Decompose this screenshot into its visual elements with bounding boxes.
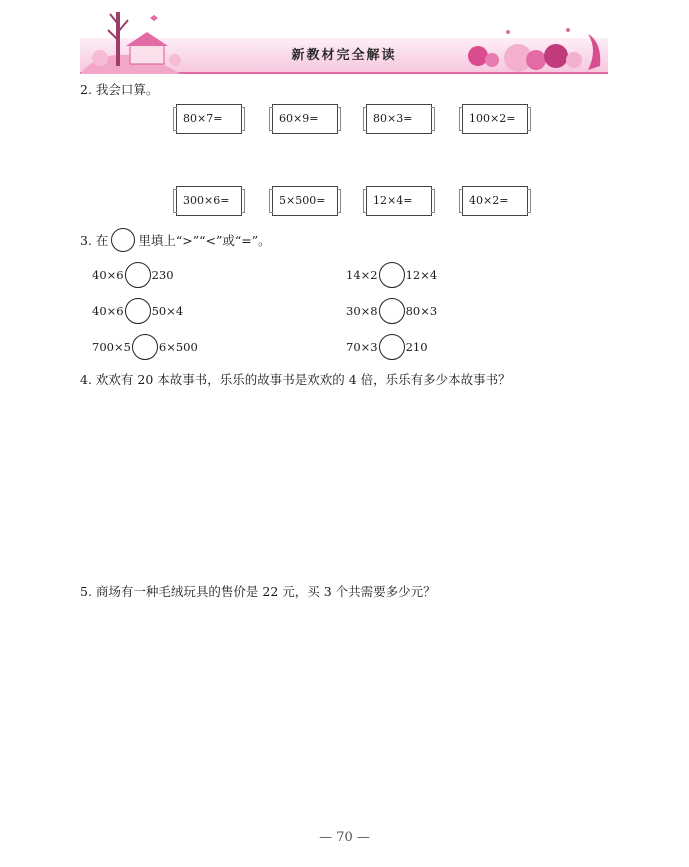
calc-box: 5×500= — [272, 186, 338, 216]
circle-icon — [111, 228, 135, 252]
calc-box: 12×4= — [366, 186, 432, 216]
calc-box: 100×2= — [462, 104, 528, 134]
compare-left: 70×3 — [346, 340, 378, 354]
compare-item — [346, 298, 437, 324]
question-3-suffix: 里填上“>”“<”或“=”。 — [138, 233, 271, 248]
answer-circle[interactable] — [132, 334, 158, 360]
header-title: 新教材完全解读 — [291, 48, 397, 63]
compare-item — [92, 262, 174, 288]
answer-circle[interactable] — [379, 298, 405, 324]
compare-left: 40×6 — [92, 268, 124, 282]
compare-left: 30×8 — [346, 304, 378, 318]
compare-item — [346, 334, 428, 360]
calc-box: 80×7= — [176, 104, 242, 134]
compare-left: 14×2 — [346, 268, 378, 282]
page-header — [80, 10, 608, 78]
compare-item — [92, 334, 198, 360]
compare-right: 230 — [151, 268, 174, 282]
page-number: — 70 — — [319, 830, 370, 845]
calc-box: 80×3= — [366, 104, 432, 134]
compare-left: 40×6 — [92, 304, 124, 318]
compare-right: 50×4 — [151, 304, 184, 318]
compare-right: 6×500 — [158, 340, 198, 354]
compare-right: 210 — [405, 340, 428, 354]
question-5: 5. 商场有一种毛绒玩具的售价是 22 元，买 3 个共需要多少元？ — [80, 584, 436, 599]
question-4: 4. 欢欢有 20 本故事书，乐乐的故事书是欢欢的 4 倍，乐乐有多少本故事书？ — [80, 372, 511, 387]
calc-box: 40×2= — [462, 186, 528, 216]
compare-right: 80×3 — [405, 304, 438, 318]
compare-left: 700×5 — [92, 340, 131, 354]
answer-circle[interactable] — [125, 298, 151, 324]
question-3-prefix: 3. 在 — [80, 233, 109, 248]
compare-item — [346, 262, 437, 288]
compare-right: 12×4 — [405, 268, 438, 282]
compare-item — [92, 298, 183, 324]
house-tree-decoration-icon — [80, 10, 190, 74]
answer-circle[interactable] — [125, 262, 151, 288]
answer-circle[interactable] — [379, 334, 405, 360]
question-2-title: 2. 我会口算。 — [80, 82, 159, 97]
flowers-decoration-icon — [448, 20, 608, 74]
answer-circle[interactable] — [379, 262, 405, 288]
calc-box: 300×6= — [176, 186, 242, 216]
question-3-title — [80, 228, 271, 252]
calc-box: 60×9= — [272, 104, 338, 134]
